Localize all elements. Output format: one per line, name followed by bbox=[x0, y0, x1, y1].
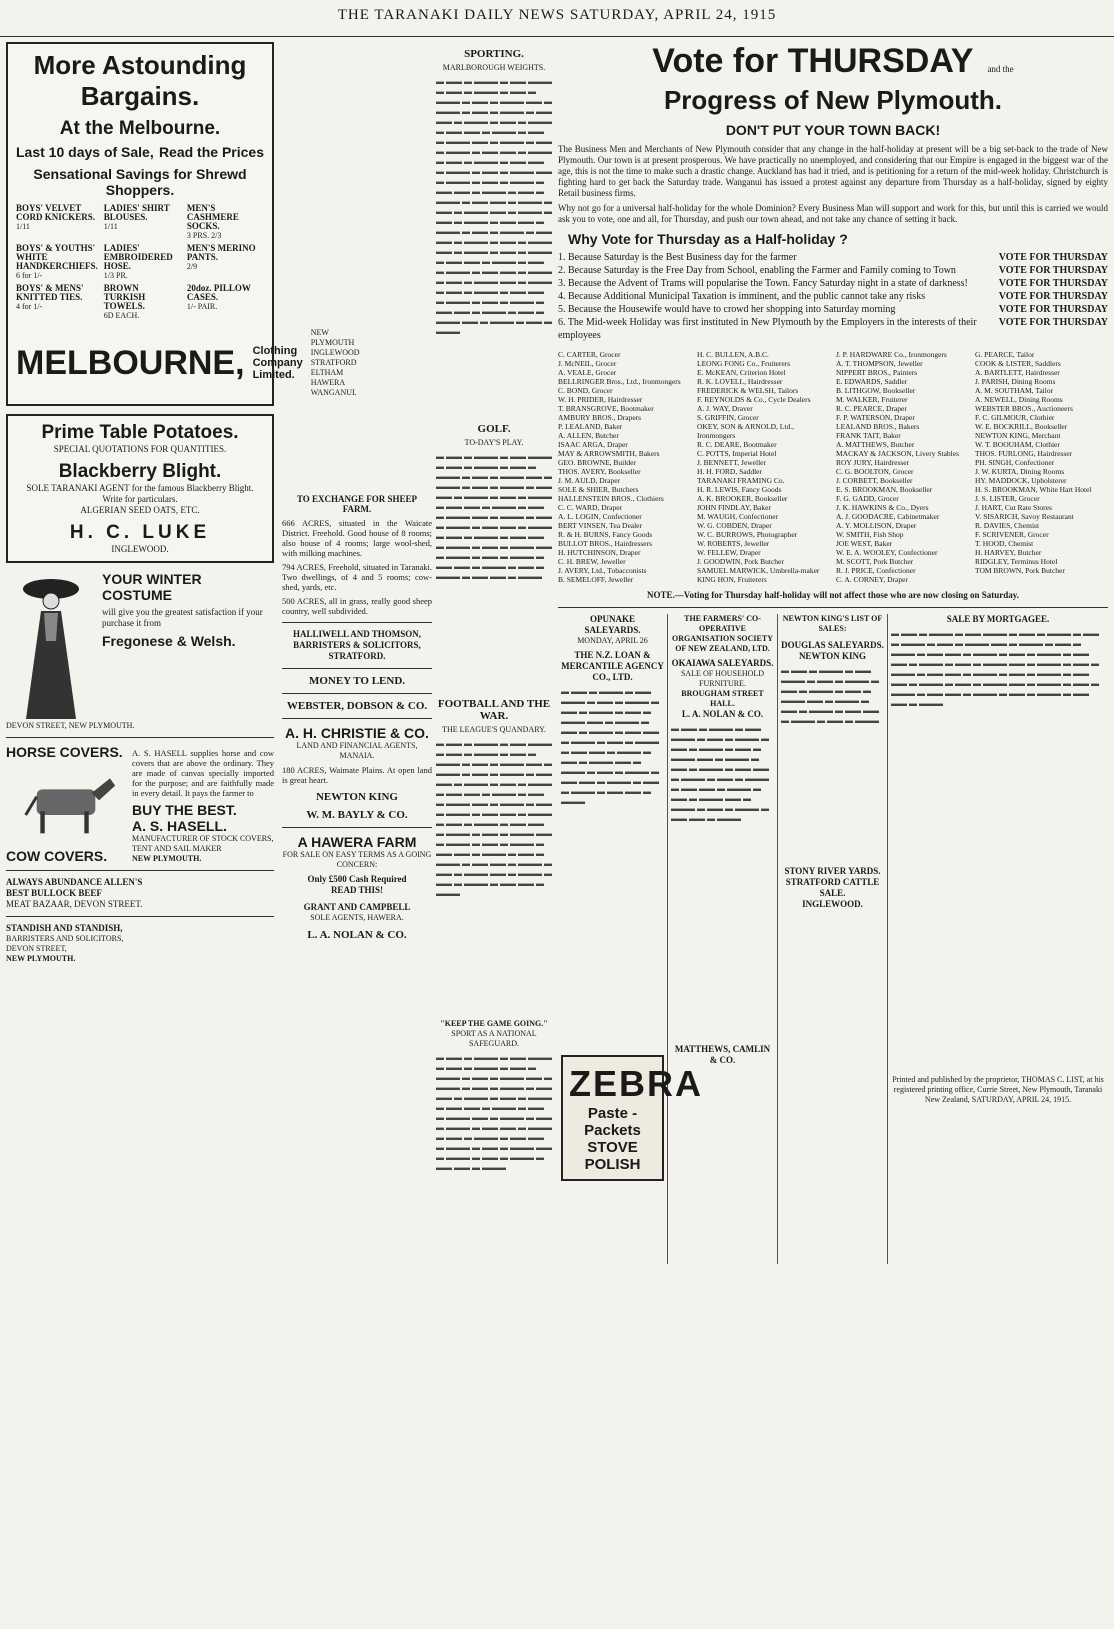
vote-title2: Progress of New Plymouth. bbox=[663, 85, 1003, 115]
bargain-item: BOYS' & MENS' KNITTED TIES. 4 for 1/- bbox=[16, 283, 84, 311]
property-ad: 180 ACRES, Waimate Plains. At open land is great heart. bbox=[282, 765, 432, 785]
masthead: THE TARANAKI DAILY NEWS SATURDAY, APRIL 24, 1915 bbox=[0, 0, 1114, 37]
golf-heading: GOLF. bbox=[477, 423, 511, 435]
property-ad: 794 ACRES, Freehold, situated in Taranaki. Two dwellings, of 4 and 5 rooms; cow-shed, yards, etc. bbox=[282, 562, 432, 592]
buy-best: BUY THE BEST. bbox=[132, 802, 237, 818]
vote-sub: DON'T PUT YOUR TOWN BACK! bbox=[725, 122, 941, 138]
costume-address: DEVON STREET, NEW PLYMOUTH. bbox=[6, 721, 135, 730]
farmers-heading: THE FARMERS' CO-OPERATIVE ORGANISATION SOCIETY OF NEW ZEALAND, LTD. bbox=[672, 614, 773, 653]
inglewood-heading: INGLEWOOD. bbox=[802, 899, 863, 909]
lower-col-4: SALE BY MORTGAGEE. ▬ ▬▬ ▬ ▬▬▬ ▬ ▬▬ ▬▬▬ ▬ ▬▬ ▬ ▬▬▬ ▬ ▬▬ ▬ ▬▬▬ ▬ ▬▬ ▬ ▬▬▬ ▬▬ ▬ ▬▬▬ ▬ ▬▬ ▬ ▬▬▬ ▬ ▬▬ ▬▬ ▬ ▬▬▬ ▬ ▬▬ ▬ ▬▬▬ ▬ ▬▬ ▬▬ ▬ ▬▬▬ ▬ ▬▬ ▬ ▬▬▬ ▬▬ ▬ ▬▬▬ ▬ ▬▬ ▬ ▬▬▬ ▬ ▬▬ ▬▬ ▬ ▬▬▬ ▬ ▬▬ ▬ ▬▬▬ ▬ ▬▬ ▬▬ ▬ ▬▬▬ ▬ ▬▬ ▬ ▬▬▬ ▬▬ ▬ ▬▬▬ ▬ ▬▬ ▬ ▬▬▬ ▬ ▬▬ ▬▬ ▬ ▬▬▬ ▬ ▬▬ ▬ ▬▬▬ ▬ ▬▬ ▬▬ ▬ ▬▬▬ Printed and published by the proprietor, THOMAS C. LIST, at his registered printing office, Currie Street, New Plymouth, Taranaki New Zealand, SATURDAY, APRIL 24, 1915. bbox=[891, 614, 1104, 1104]
newton-heading: NEWTON KING bbox=[798, 651, 867, 661]
always-line3: MEAT BAZAAR, DEVON STREET. bbox=[6, 899, 143, 909]
signatories-column: J. P. HARDWARE Co., Ironmongers A. T. THOMPSON, Jeweller NIPPERT BROS., Painters E. EDWARDS, Saddler B. LITHGOW, Bookseller M. WALKER, Fruiterer R. C. PEARCE, Draper F. P. WATERSON, Draper LEALAND BROS., Bakers FRANK TAIT, Baker A. MATTHEWS, Butcher MACKAY & JACKSON, Livery Stables ROY JURY, Hairdresser C. G. BOOLTON, Grocer J. CORBETT, Bookseller E. S. BROOKMAN, Bookseller F. G. GADD, Grocer J. K. HAWKINS & Co., Dyers A. J. GOODACRE, Cabinetmaker A. Y. MOLLISON, Draper W. SMITH, Fish Shop JOE WEST, Baker W. E. A. WOOLEY, Confectioner M. SCOTT, Pork Butcher R. J. PRICE, Confectioner C. A. CORNEY, Draper bbox=[836, 350, 959, 584]
why-heading: Why Vote for Thursday as a Half-holiday ? bbox=[568, 231, 848, 247]
nolan-heading: L. A. NOLAN & CO. bbox=[307, 929, 407, 941]
sport-heading: SPORT AS A NATIONAL SAFEGUARD. bbox=[451, 1029, 537, 1048]
standish-title: STANDISH AND STANDISH, bbox=[6, 923, 123, 933]
stratford-heading: STRATFORD CATTLE SALE. bbox=[785, 877, 880, 898]
bargain-item: LADIES' SHIRT BLOUSES. 1/11 bbox=[103, 203, 170, 231]
okaiawa-heading: OKAIAWA SALEYARDS. bbox=[671, 658, 774, 668]
newton-king-heading: NEWTON KING bbox=[315, 791, 398, 803]
signatories-column: G. PEARCE, Tailor COOK & LISTER, Saddlers A. BARTLETT, Hairdresser J. PARISH, Dining Rooms A. M. SOUTHAM, Tailor A. NEWELL, Dining Rooms WEBSTER BROS., Auctioneers F. C. GILMOUR, Clothier W. E. BOCKRILL, Bookseller NEWTON KING, Merchant W. T. BOOUHAM, Clothier THOS. FURLONG, Hairdresser PH. SINGH, Confectioner J. W. KURTA, Dining Rooms HY. MADDOCK, Upholsterer H. S. BROOKMAN, White Hart Hotel J. S. LISTER, Grocer J. HART, Cut Rate Stores V. SISARICH, Savoy Restaurant R. DAVIES, Chemist F. SCRIVENER, Grocer T. HOOD, Chemist H. HARVEY, Butcher RIDGLEY, Terminus Hotel TOM BROWN, Pork Butcher bbox=[975, 350, 1092, 575]
melbourne-brand-sub: Clothing Company Limited. bbox=[252, 345, 303, 381]
league-heading: THE LEAGUE'S QUANDARY. bbox=[442, 725, 546, 734]
printer-imprint: Printed and published by the proprietor, THOMAS C. LIST, at his registered printing office, Currie Street, New Plymouth, Taranaki New Zealand, SATURDAY, APRIL 24, 1915. bbox=[892, 1075, 1104, 1104]
bargain-grid bbox=[16, 204, 264, 320]
bargain-item: 20doz. PILLOW CASES. 1/- PAIR. bbox=[186, 283, 251, 311]
cash-line: Only £500 Cash Required bbox=[307, 874, 407, 884]
matthews-heading: MATTHEWS, CAMLIN & CO. bbox=[674, 1044, 771, 1065]
sporting-heading: SPORTING. bbox=[464, 48, 524, 60]
zebra-sub2: STOVE POLISH bbox=[584, 1139, 641, 1173]
column-sporting: SPORTING. MARLBOROUGH WEIGHTS. ▬ ▬▬ ▬ ▬▬▬ ▬ ▬▬ ▬▬▬ ▬ ▬▬ ▬ ▬▬▬ ▬ ▬▬ ▬ ▬▬▬ ▬ ▬▬ ▬ ▬▬▬ ▬▬ ▬ ▬▬▬ ▬ ▬▬ ▬ ▬▬▬ ▬ ▬▬ ▬▬ ▬ ▬▬▬ ▬ ▬▬ ▬ ▬▬▬ ▬ ▬▬ ▬▬ ▬ ▬▬▬ ▬ ▬▬ ▬ ▬▬▬ ▬▬ ▬ ▬▬▬ ▬ ▬▬ ▬ ▬▬▬ ▬ ▬▬ ▬▬ ▬ ▬▬▬ ▬ ▬▬ ▬ ▬▬▬ ▬ ▬▬ ▬▬ ▬ ▬▬▬ ▬ ▬▬ ▬ ▬▬▬ ▬▬ ▬ ▬▬▬ ▬ ▬▬ ▬ ▬▬▬ ▬ ▬▬ ▬▬ ▬ ▬▬▬ ▬ ▬▬ ▬ ▬▬▬ ▬ ▬▬ ▬▬ ▬ ▬▬▬ ▬ ▬▬ ▬ ▬▬▬ ▬▬ ▬ ▬▬▬ ▬ ▬▬ ▬ ▬▬▬ ▬ ▬▬ ▬▬ ▬ ▬▬▬ ▬ ▬▬ ▬ ▬▬▬ ▬ ▬▬ ▬▬ ▬ ▬▬▬ ▬ ▬▬ ▬ ▬▬▬ ▬▬ ▬ ▬▬▬ ▬ ▬▬ ▬ ▬▬▬ ▬ ▬▬ ▬▬ ▬ ▬▬▬ ▬ ▬▬ ▬ ▬▬▬ ▬ ▬▬ ▬▬ ▬ ▬▬▬ ▬ ▬▬ ▬ ▬▬▬ ▬▬ ▬ ▬▬▬ ▬ ▬▬ ▬ ▬▬▬ ▬ ▬▬ ▬▬ ▬ ▬▬▬ ▬ ▬▬ ▬ ▬▬▬ ▬ ▬▬ ▬▬ ▬ ▬▬▬ ▬ ▬▬ ▬ ▬▬▬ ▬▬ ▬ ▬▬▬ ▬ ▬▬ ▬ ▬▬▬ GOLF. TO-DAY'S PLAY. ▬ ▬▬ ▬ ▬▬▬ ▬ ▬▬ ▬▬▬ ▬ ▬▬ ▬ ▬▬▬ ▬ ▬▬ ▬ ▬▬▬ ▬ ▬▬ ▬ ▬▬▬ ▬▬ ▬ ▬▬▬ ▬ ▬▬ ▬ ▬▬▬ ▬ ▬▬ ▬▬ ▬ ▬▬▬ ▬ ▬▬ ▬ ▬▬▬ ▬ ▬▬ ▬▬ ▬ ▬▬▬ ▬ ▬▬ ▬ ▬▬▬ ▬▬ ▬ ▬▬▬ ▬ ▬▬ ▬ ▬▬▬ ▬ ▬▬ ▬▬ ▬ ▬▬▬ ▬ ▬▬ ▬ ▬▬▬ ▬ ▬▬ ▬▬ ▬ ▬▬▬ ▬ ▬▬ ▬ ▬▬▬ ▬▬ ▬ ▬▬▬ ▬ ▬▬ ▬ ▬▬▬ ▬ ▬▬ ▬▬ ▬ ▬▬▬ ▬ ▬▬ ▬ ▬▬▬ ▬ ▬▬ ▬▬ ▬ ▬▬▬ FOOTBALL AND THE WAR. THE LEAGUE'S QUANDARY. ▬ ▬▬ ▬ ▬▬▬ ▬ ▬▬ ▬▬▬ ▬ ▬▬ ▬ ▬▬▬ ▬ ▬▬ ▬ ▬▬▬ ▬ ▬▬ ▬ ▬▬▬ ▬▬ ▬ ▬▬▬ ▬ ▬▬ ▬ ▬▬▬ ▬ ▬▬ ▬▬ ▬ ▬▬▬ ▬ ▬▬ ▬ ▬▬▬ ▬ ▬▬ ▬▬ ▬ ▬▬▬ ▬ ▬▬ ▬ ▬▬▬ ▬▬ ▬ ▬▬▬ ▬ ▬▬ ▬ ▬▬▬ ▬ ▬▬ ▬▬ ▬ ▬▬▬ ▬ ▬▬ ▬ ▬▬▬ ▬ ▬▬ ▬▬ ▬ ▬▬▬ ▬ ▬▬ ▬ ▬▬▬ ▬▬ ▬ ▬▬▬ ▬ ▬▬ ▬ ▬▬▬ ▬ ▬▬ ▬▬ ▬ ▬▬▬ ▬ ▬▬ ▬ ▬▬▬ ▬ ▬▬ ▬▬ ▬ ▬▬▬ ▬ ▬▬ ▬ ▬▬▬ ▬▬ ▬ ▬▬▬ ▬ ▬▬ ▬ ▬▬▬ ▬ ▬▬ ▬▬ ▬ ▬▬▬ "KEEP THE GAME GOING." SPORT AS A NATIONAL SAFEGUARD. ▬ ▬▬ ▬ ▬▬▬ ▬ ▬▬ ▬▬▬ ▬ ▬▬ ▬ ▬▬▬ ▬ ▬▬ ▬ ▬▬▬ ▬ ▬▬ ▬ ▬▬▬ ▬▬ ▬ ▬▬▬ ▬ ▬▬ ▬ ▬▬▬ ▬ ▬▬ ▬▬ ▬ ▬▬▬ ▬ ▬▬ ▬ ▬▬▬ ▬ ▬▬ ▬▬ ▬ ▬▬▬ ▬ ▬▬ ▬ ▬▬▬ ▬▬ ▬ ▬▬▬ ▬ ▬▬ ▬ ▬▬▬ ▬ ▬▬ ▬▬ ▬ ▬▬▬ ▬ ▬▬ ▬ ▬▬▬ ▬ ▬▬ ▬▬ ▬ ▬▬▬ ▬ ▬▬ ▬ ▬▬▬ ▬▬ ▬ ▬▬▬ ▬ ▬▬ ▬ ▬▬▬ ▬ ▬▬ ▬▬ ▬ ▬▬▬ bbox=[436, 48, 552, 1172]
kings-heading: NEWTON KING'S LIST OF SALES: bbox=[782, 614, 883, 633]
vote-and: and the bbox=[987, 64, 1014, 74]
column-property bbox=[282, 488, 432, 1621]
luke-town: INGLEWOOD. bbox=[111, 544, 169, 554]
opunake-date: MONDAY, APRIL 26 bbox=[577, 636, 648, 645]
hawera-heading: A HAWERA FARM bbox=[297, 834, 417, 850]
reason-row: 1. Because Saturday is the Best Business day for the farmer VOTE FOR THURSDAY bbox=[558, 252, 1108, 263]
bargain-item: BOYS' & YOUTHS' WHITE HANDKERCHIEFS. 6 for 1/- bbox=[16, 243, 98, 280]
oats-line: ALGERIAN SEED OATS, ETC. bbox=[80, 505, 200, 515]
signatories-list bbox=[558, 350, 1108, 584]
melbourne-towns: NEW PLYMOUTH INGLEWOOD STRATFORD ELTHAM HAWERA WANGANUI. bbox=[310, 328, 360, 397]
vote-intro2: Why not go for a universal half-holiday for the whole Dominion? Every Business Man will support and work for this, but until this is carried we would ask you to vote, one and all, for Thursday, and push our town ahead, and not take any chance of setting it back. bbox=[558, 203, 1108, 224]
zebra-advert bbox=[561, 1055, 703, 1181]
play-heading: TO-DAY'S PLAY. bbox=[464, 438, 524, 447]
household-heading: SALE OF HOUSEHOLD FURNITURE. bbox=[680, 669, 765, 688]
hasell-name: A. S. HASELL. bbox=[132, 818, 227, 834]
money-heading: MONEY TO LEND. bbox=[308, 675, 406, 687]
football-heading: FOOTBALL AND THE WAR. bbox=[437, 698, 551, 722]
opunake-heading: OPUNAKE SALEYARDS. bbox=[584, 614, 641, 635]
costume-brand: Fregonese & Welsh. bbox=[102, 633, 236, 649]
horse-illustration bbox=[11, 764, 121, 844]
costume-advert bbox=[6, 571, 274, 731]
lower-col-2: THE FARMERS' CO-OPERATIVE ORGANISATION SOCIETY OF NEW ZEALAND, LTD. OKAIAWA SALEYARDS. SALE OF HOUSEHOLD FURNITURE. BROUGHAM STREET HALL. L. A. NOLAN & CO. ▬ ▬▬ ▬ ▬▬▬ ▬ ▬▬ ▬▬▬ ▬ ▬▬ ▬ ▬▬▬ ▬ ▬▬ ▬ ▬▬▬ ▬ ▬▬ ▬ ▬▬▬ ▬▬ ▬ ▬▬▬ ▬ ▬▬ ▬ ▬▬▬ ▬ ▬▬ ▬▬ ▬ ▬▬▬ ▬ ▬▬ ▬ ▬▬▬ ▬ ▬▬ ▬▬ ▬ ▬▬▬ ▬ ▬▬ ▬ ▬▬▬ ▬▬ ▬ ▬▬▬ ▬ ▬▬ ▬ ▬▬▬ ▬ ▬▬ ▬▬ ▬ ▬▬▬ MATTHEWS, CAMLIN & CO. bbox=[668, 614, 778, 1264]
reason-row: 6. The Mid-week Holiday was first instituted in New Plymouth by the Employers in the interests of their employees VOTE FOR THURSDAY bbox=[558, 317, 1108, 341]
grant-heading: GRANT AND CAMPBELL bbox=[303, 902, 411, 912]
melbourne-sub1: At the Melbourne. bbox=[59, 118, 221, 139]
hawera-sub: FOR SALE ON EASY TERMS AS A GOING CONCERN: bbox=[282, 850, 432, 869]
webster-heading: WEBSTER, DOBSON & CO. bbox=[286, 700, 428, 712]
grant-sub: SOLE AGENTS, HAWERA. bbox=[310, 913, 404, 922]
always-line1: ALWAYS ABUNDANCE ALLEN'S bbox=[6, 877, 143, 887]
signatories-column: H. C. BULLEN, A.B.C. LEONG FONG Co., Fruiterers E. McKEAN, Criterion Hotel R. K. LOVELL, Hairdresser FREDERICK & WELSH, Tailors F. REYNOLDS & Co., Cycle Dealers A. J. WAY, Draver S. GRIFFIN, Grocer OKEY, SON & ARNOLD, Ltd., Ironmongers R. C. DEARE, Bootmaker C. POTTS, Imperial Hotel J. BENNETT, Jeweller H. H. FORD, Saddler TARANAKI FRAMING Co. H. R. LEWIS, Fancy Goods A. K. BROOKER, Bookseller JOHN FINDLAY, Baker M. WAUGH, Confectioner W. G. COBDEN, Draper W. C. BURROWS, Photographer W. ROBERTS, Jeweller W. FELLEW, Draper J. GOODWIN, Pork Butcher SAMUEL MARWICK, Umbrella-maker KING HON, Fruiterers bbox=[697, 350, 820, 584]
horse-covers-title: HORSE COVERS. bbox=[6, 744, 123, 760]
zebra-title: ZEBRA bbox=[569, 1063, 703, 1104]
melbourne-brand: MELBOURNE, bbox=[16, 343, 245, 382]
bargain-item: MEN'S MERINO PANTS. 2/9 bbox=[186, 243, 256, 271]
reason-row: 5. Because the Housewife would have to crowd her shopping into Saturday morning VOTE FOR THURSDAY bbox=[558, 304, 1108, 315]
douglas-heading: DOUGLAS SALEYARDS. bbox=[781, 640, 884, 650]
hallwell-heading: HALLIWELL AND THOMSON, BARRISTERS & SOLICITORS, STRATFORD. bbox=[292, 629, 422, 661]
standish-town: NEW PLYMOUTH. bbox=[6, 954, 76, 963]
lady-figure-illustration bbox=[6, 571, 96, 721]
potatoes-line: SPECIAL QUOTATIONS FOR QUANTITIES. bbox=[53, 444, 227, 454]
hasell-town: NEW PLYMOUTH. bbox=[132, 854, 202, 863]
christie-heading: A. H. CHRISTIE & CO. bbox=[285, 725, 429, 741]
always-line2: BEST BULLOCK BEEF bbox=[6, 888, 102, 898]
vote-intro: The Business Men and Merchants of New Plymouth consider that any change in the half-holiday at present will be a big set-back to the trade of New Plymouth. Our town is at present prosperous. We have practically no unemployed, and considering that our Empire is engaged in the biggest war of the age, this is not the time to make such a drastic change. Auckland has had it tried, and is petitioning for a return of the mid-week holiday. Christchurch is fighting hard to get back the Saturday trade. Wanganui has issued a protest against any departure from Thursday as a half-holiday, signed by eighty Retail business firms. bbox=[558, 144, 1108, 198]
costume-line: will give you the greatest satisfaction if your purchase it from bbox=[102, 607, 263, 628]
luke-name: H. C. LUKE bbox=[69, 522, 211, 543]
melbourne-sub2: Last 10 days of Sale, bbox=[16, 144, 154, 160]
standish-line: BARRISTERS AND SOLICITORS, bbox=[6, 934, 124, 943]
potatoes-advert bbox=[6, 414, 274, 563]
mortgagee-heading: SALE BY MORTGAGEE. bbox=[946, 614, 1050, 624]
nolan-heading: L. A. NOLAN & CO. bbox=[681, 709, 764, 719]
blight-title: Blackberry Blight. bbox=[58, 461, 222, 482]
bargain-item: BOYS' VELVET CORD KNICKERS. 1/11 bbox=[16, 203, 96, 231]
weights-heading: MARLBOROUGH WEIGHTS. bbox=[442, 63, 546, 72]
bayly-heading: W. M. BAYLY & CO. bbox=[306, 809, 408, 821]
christie-sub: LAND AND FINANCIAL AGENTS, MANAIA. bbox=[296, 741, 418, 760]
vote-note: NOTE.—Voting for Thursday half-holiday will not affect those who are now closing on Saturday. bbox=[647, 590, 1019, 600]
costume-title: YOUR WINTER COSTUME bbox=[102, 571, 202, 603]
hasell-text: A. S. HASELL supplies horse and cow covers that are above the ordinary. They are made of canvas specially imported for the purpose; and are faithfully made in every detail. It pays the farmer to bbox=[132, 748, 274, 798]
blight-agent: SOLE TARANAKI AGENT for the famous Blackberry Blight. Write for particulars. bbox=[26, 483, 254, 504]
reason-row: 2. Because Saturday is the Free Day from School, enabling the Farmer and Family coming to Town VOTE FOR THURSDAY bbox=[558, 265, 1108, 276]
reason-row: 3. Because the Advent of Trams will popularise the Town. Fancy Saturday night in a state of darkness! VOTE FOR THURSDAY bbox=[558, 278, 1108, 289]
melbourne-headline: More Astounding Bargains. bbox=[33, 50, 247, 111]
keep-heading: "KEEP THE GAME GOING." bbox=[440, 1019, 548, 1028]
standish-street: DEVON STREET, bbox=[6, 944, 67, 953]
bargain-item: LADIES' EMBROIDERED HOSE. 1/3 PR. bbox=[103, 243, 173, 280]
melbourne-sub4: Sensational Savings for Shrewd Shoppers. bbox=[33, 166, 247, 198]
exchange-heading: TO EXCHANGE FOR SHEEP FARM. bbox=[296, 494, 418, 514]
read-this: READ THIS! bbox=[330, 885, 384, 895]
hasell-trade: MANUFACTURER OF STOCK COVERS, TENT AND SAIL MAKER bbox=[132, 834, 274, 853]
bargain-item: BROWN TURKISH TOWELS. 6D EACH. bbox=[103, 283, 146, 320]
reason-row: 4. Because Additional Municipal Taxation is imminent, and the public cannot take any risks VOTE FOR THURSDAY bbox=[558, 291, 1108, 302]
melbourne-advert bbox=[6, 42, 360, 406]
bargain-item: MEN'S CASHMERE SOCKS. 3 PRS. 2/3 bbox=[186, 203, 239, 240]
column-vote bbox=[558, 42, 1108, 1621]
cow-covers-title: COW COVERS. bbox=[6, 848, 108, 864]
vote-title: Vote for THURSDAY bbox=[652, 42, 974, 80]
lower-col-3: NEWTON KING'S LIST OF SALES: DOUGLAS SALEYARDS. NEWTON KING ▬ ▬▬ ▬ ▬▬▬ ▬ ▬▬ ▬▬▬ ▬ ▬▬ ▬ ▬▬▬ ▬ ▬▬ ▬ ▬▬▬ ▬ ▬▬ ▬ ▬▬▬ ▬▬ ▬ ▬▬▬ ▬ ▬▬ ▬ ▬▬▬ ▬ ▬▬ ▬▬ ▬ ▬▬▬ ▬ ▬▬ ▬ ▬▬▬ STONY RIVER YARDS. STRATFORD CATTLE SALE. INGLEWOOD. bbox=[778, 614, 888, 1264]
lower-col-1: OPUNAKE SALEYARDS. MONDAY, APRIL 26 THE N.Z. LOAN & MERCANTILE AGENCY CO., LTD. ▬ ▬▬ ▬ ▬▬▬ ▬ ▬▬ ▬▬▬ ▬ ▬▬ ▬ ▬▬▬ ▬ ▬▬ ▬ ▬▬▬ ▬ ▬▬ ▬ ▬▬▬ ▬▬ ▬ ▬▬▬ ▬ ▬▬ ▬ ▬▬▬ ▬ ▬▬ ▬▬ ▬ ▬▬▬ ▬ ▬▬ ▬ ▬▬▬ ▬ ▬▬ ▬▬ ▬ ▬▬▬ ▬ ▬▬ ▬ ▬▬▬ ▬▬ ▬ ▬▬▬ ▬ ▬▬ ▬ ▬▬▬ ▬ ▬▬ ▬▬ ▬ ▬▬▬ ▬ ▬▬ ▬ ▬▬▬ ▬ ▬▬ ▬▬ ▬ ▬▬▬ ZEBRA Paste - Packets STOVE POLISH bbox=[558, 614, 668, 1264]
potatoes-title: Prime Table Potatoes. bbox=[41, 422, 239, 443]
nz-loan-heading: THE N.Z. LOAN & MERCANTILE AGENCY CO., LTD. bbox=[561, 650, 664, 682]
zebra-sub1: Paste - Packets bbox=[584, 1105, 641, 1139]
signatories-column: C. CARTER, Grocer J. McNEIL, Grocer A. VEALE, Grocer BELLRINGER Bros., Ltd., Ironmongers C. BOND, Grocer W. H. PRIDER, Hairdresser T. BRANSGROVE, Bootmaker AMBURY BROS., Drapers P. LEALAND, Baker A. ALLEN, Butcher ISAAC ARGA, Draper MAY & ARROWSMITH, Bakers GEO. BROWNE, Builder THOS. AVERY, Bookseller J. M. AULD, Draper SOLE & SHIER, Butchers HALLENSTEIN BROS., Clothiers C. C. WARD, Draper A. L. LOGIN, Confectioner BERT VINSEN, Tea Dealer R. & H. BURNS, Fancy Goods BULLOT BROS., Hairdressers H. HUTCHINSON, Draper C. H. BREW, Jeweller J. AVERY, Ltd., Tobacconists B. SEMELOFF, Jeweller bbox=[558, 350, 681, 584]
stony-heading: STONY RIVER YARDS. bbox=[784, 866, 881, 876]
brougham-heading: BROUGHAM STREET HALL. bbox=[681, 689, 764, 708]
property-ad: 666 ACRES, situated in the Waicate District. Freehold. Good house of 8 rooms; also house of 4 rooms; large wool-shed, with milking machines. bbox=[282, 518, 432, 558]
melbourne-sub3: Read the Prices bbox=[158, 144, 264, 160]
property-ad: 500 ACRES, all in grass, really good sheep country, well subdivided. bbox=[282, 596, 432, 616]
